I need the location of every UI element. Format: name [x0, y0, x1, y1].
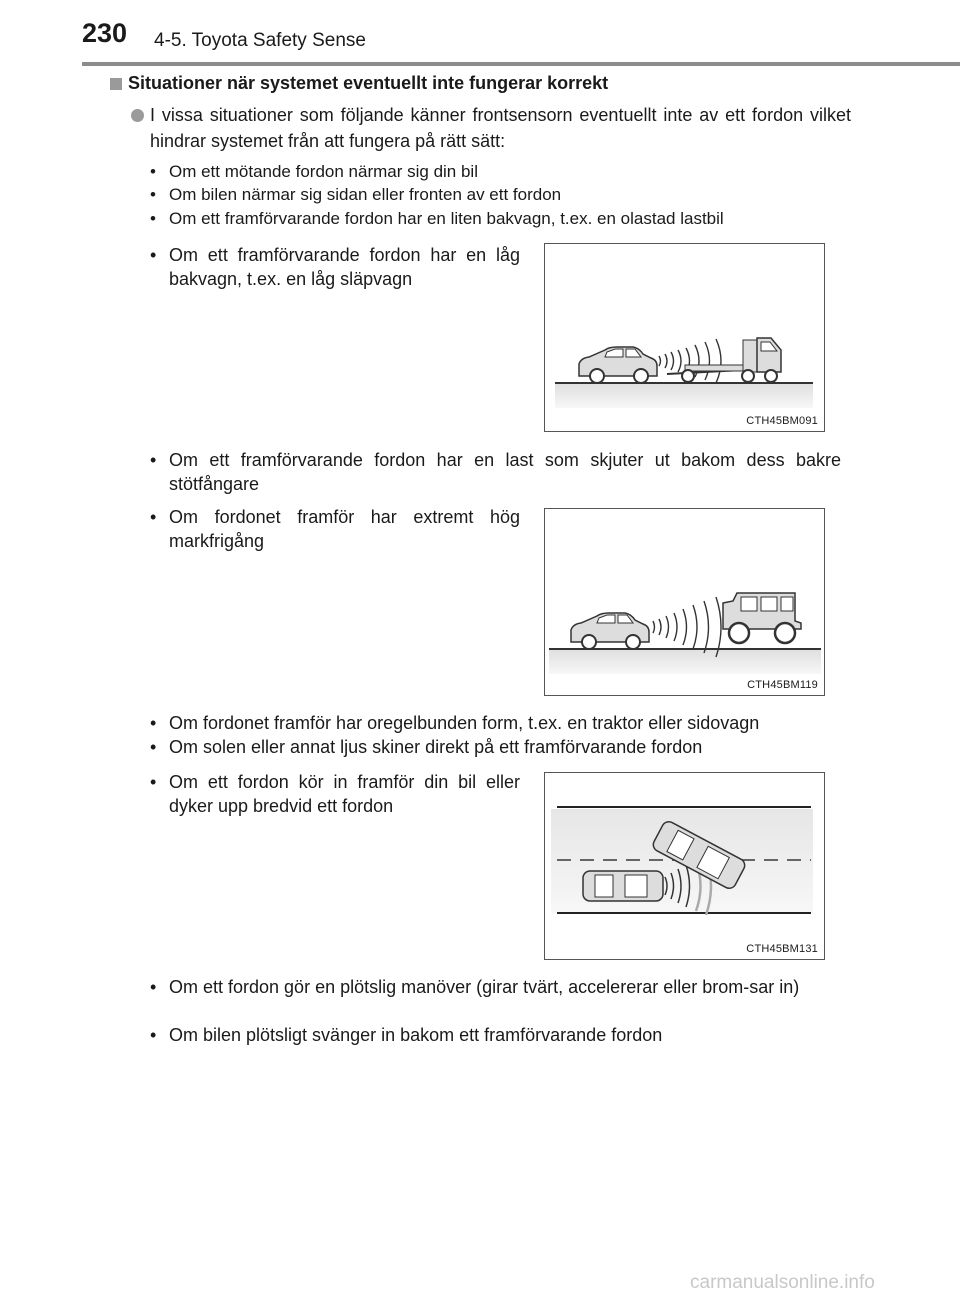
bullet-glyph: •: [150, 162, 156, 181]
section-title: Situationer när systemet eventuellt inte fungerar korrekt: [128, 73, 609, 93]
section-heading: [110, 73, 608, 94]
figure-high-clearance: [544, 508, 825, 696]
list-item: [150, 183, 850, 206]
circle-bullet-icon: [131, 109, 144, 122]
list-item: [150, 505, 520, 553]
high-clearance-suv-illustration: [545, 509, 824, 695]
chapter-title: 4-5. Toyota Safety Sense: [154, 30, 366, 51]
list-item: [150, 735, 850, 759]
trailer-illustration: [545, 244, 824, 431]
list-item-text: Om ett framförvarande fordon har en last som skjuter ut bakom dess bakre stötfångare: [169, 450, 841, 494]
figure-code: CTH45BM131: [746, 943, 818, 955]
bullet-glyph: •: [150, 185, 156, 204]
figure-code: CTH45BM119: [747, 679, 818, 691]
intro-paragraph: I vissa situationer som följande känner frontsensorn eventuellt inte av ett fordon vilket hindrar systemet från att fungera på rätt sätt:: [150, 105, 851, 151]
list-item-text: Om fordonet framför har extremt hög markfrigång: [169, 507, 520, 551]
bullet-glyph: •: [150, 507, 157, 527]
list-item: [150, 711, 850, 735]
header-rule: [82, 62, 960, 66]
list-item-text: Om solen eller annat ljus skiner direkt på ett framförvarande fordon: [169, 737, 703, 757]
list-item-text: Om ett fordon kör in framför din bil eller dyker upp bredvid ett fordon: [169, 772, 520, 816]
list-item-text: Om bilen plötsligt svänger in bakom ett framförvarande fordon: [169, 1025, 663, 1045]
list-item-text: Om ett framförvarande fordon har en låg bakvagn, t.ex. en låg släpvagn: [169, 245, 520, 289]
bullet-glyph: •: [150, 772, 157, 792]
watermark: carmanualsonline.info: [690, 1272, 875, 1293]
figure-cut-in: [544, 772, 825, 960]
list-item: [150, 975, 841, 999]
bullet-glyph: •: [150, 450, 157, 470]
bullet-glyph: •: [150, 209, 156, 228]
figure-code: CTH45BM091: [746, 415, 818, 427]
list-item-text: Om bilen närmar sig sidan eller fronten av ett fordon: [169, 185, 562, 204]
page-number: 230: [82, 18, 128, 48]
bullet-glyph: •: [150, 245, 157, 265]
list-item: [150, 770, 520, 818]
bullet-glyph: •: [150, 713, 157, 733]
list-item-text: Om ett fordon gör en plötslig manöver (girar tvärt, accelererar eller brom-sar in): [169, 977, 800, 997]
bullet-glyph: •: [150, 977, 157, 997]
bullet-glyph: •: [150, 737, 157, 757]
list-item: [150, 1023, 850, 1047]
bullet-glyph: •: [150, 1025, 157, 1045]
list-item: [150, 448, 841, 496]
list-item-text: Om ett framförvarande fordon har en liten bakvagn, t.ex. en olastad lastbil: [169, 209, 724, 228]
list-item-text: Om ett mötande fordon närmar sig din bil: [169, 162, 478, 181]
list-item: [150, 160, 850, 183]
list-item: [150, 207, 850, 230]
figure-trailer: [544, 243, 825, 432]
square-bullet-icon: [110, 78, 122, 90]
list-item-text: Om fordonet framför har oregelbunden form, t.ex. en traktor eller sidovagn: [169, 713, 760, 733]
cut-in-vehicle-illustration: [545, 773, 824, 959]
list-item: [150, 243, 520, 291]
